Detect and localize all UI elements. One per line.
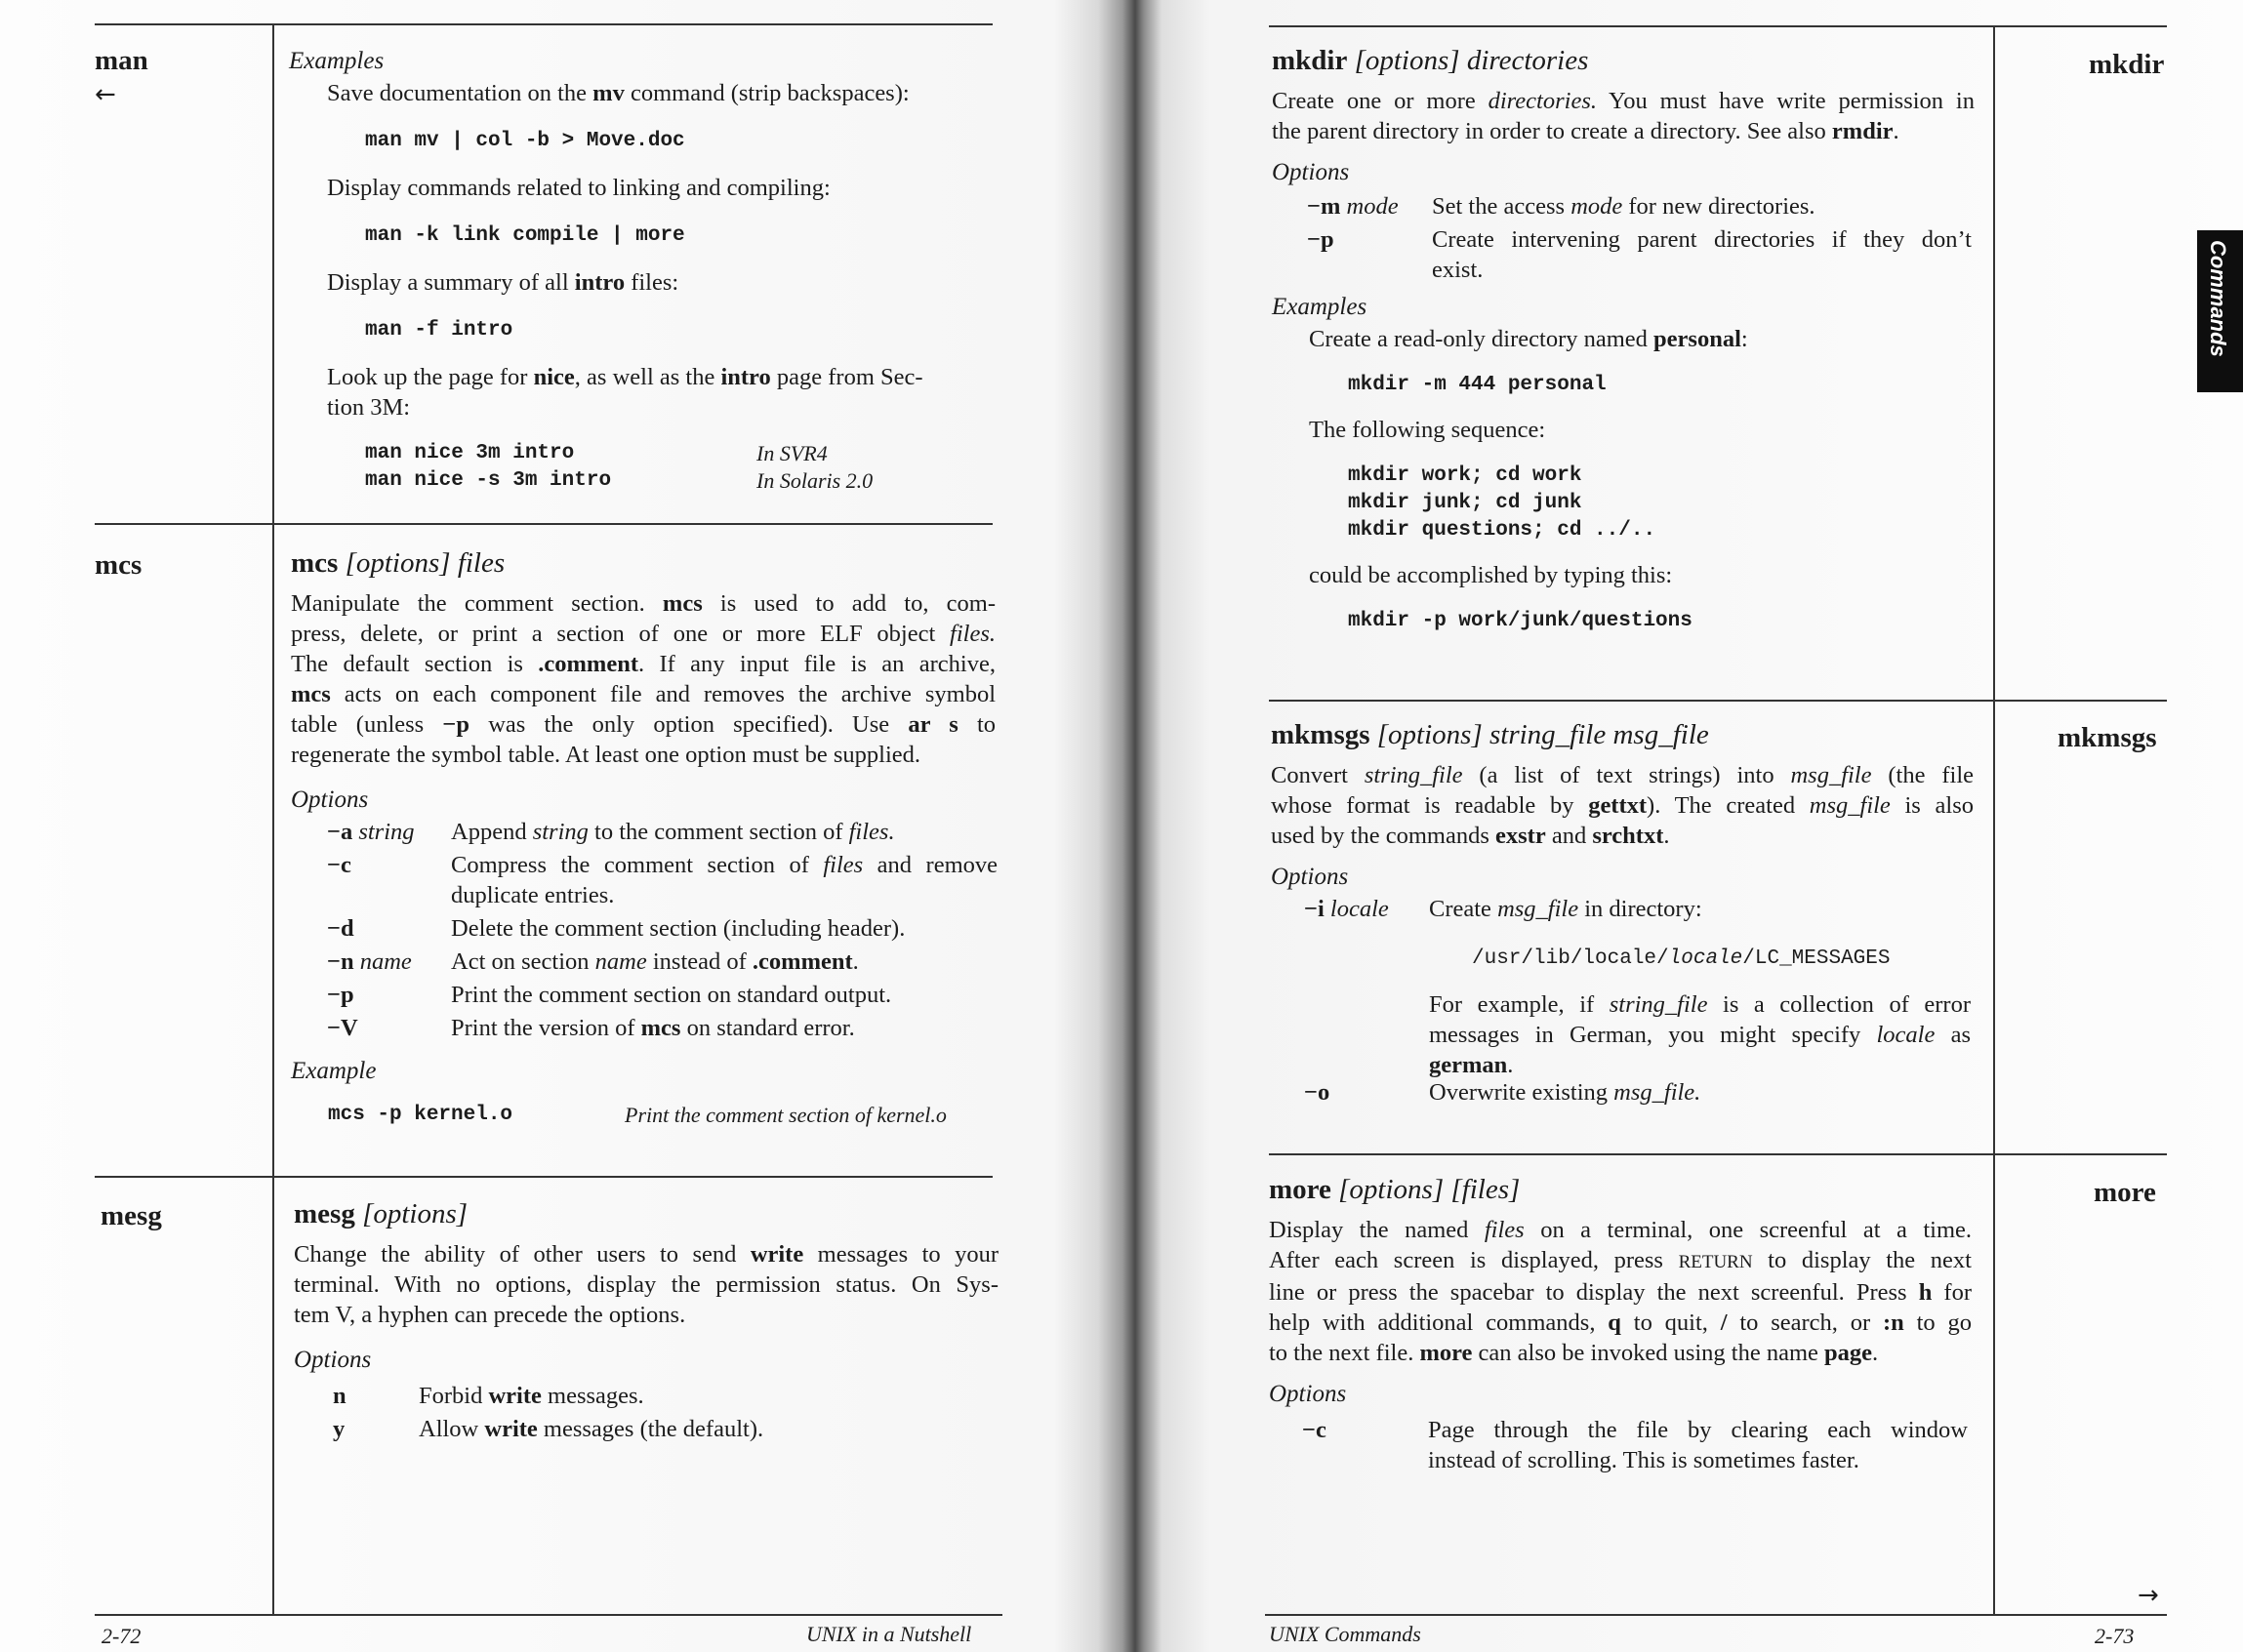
mkmsgs-options-heading: Options — [1271, 864, 1349, 890]
mcs-description: Manipulate the comment section. mcs is used to add to, com- press, delete, or print a section of one or more ELF object files. The default section is .comment. If any input file is an archive, mcs acts on each component file and removes the archive symbol table (unless −p was the only option specified). Use ar s to regenerate the symbol table. At least one option must be supplied. — [291, 590, 996, 768]
mkdir-examples-heading: Examples — [1272, 294, 1367, 320]
right-running-title: UNIX Commands — [1269, 1622, 1421, 1646]
mesg-option-y: y — [333, 1416, 346, 1442]
man-section — [289, 45, 997, 499]
more-label: more — [2094, 1177, 2156, 1208]
mkdir-section — [1272, 43, 1975, 635]
rule-bottom-right — [1265, 1614, 2167, 1616]
mcs-example-note: Print the comment section of kernel.o — [625, 1103, 947, 1127]
mcs-example-code: mcs -p kernel.o — [328, 1104, 513, 1126]
mesg-synopsis: mesg [options] — [294, 1198, 469, 1229]
thumb-tab — [2197, 230, 2243, 392]
left-running-title: UNIX in a Nutshell — [806, 1622, 972, 1646]
mkmsgs-option-o: −o — [1304, 1079, 1330, 1106]
mkdir-description: Create one or more directories. You must have write permission in the parent directory in order to create a directory. See also rmdir. — [1272, 88, 1975, 144]
mesg-options-heading: Options — [294, 1347, 372, 1373]
rule-mkdir-mkmsgs — [1269, 700, 2167, 702]
man-example-4-text: Look up the page for nice, as well as the intro page from Sec- tion 3M: — [327, 364, 923, 421]
more-options-heading: Options — [1269, 1381, 1347, 1407]
mkdir-options-heading: Options — [1272, 159, 1350, 185]
continue-arrow-icon: → — [2138, 1581, 2159, 1610]
mcs-option-d: −d — [327, 915, 354, 942]
more-section — [1269, 1172, 1972, 1479]
mkdir-option-p: −p — [1307, 226, 1334, 253]
man-example-2-code: man -k link compile | more — [365, 224, 685, 247]
mcs-options-heading: Options — [291, 786, 369, 813]
mkmsgs-option-i: −i locale — [1304, 896, 1389, 922]
mkdir-option-p-desc: Create intervening parent directories if they don’t exist. — [1432, 226, 1972, 283]
mkdir-label: mkdir — [2089, 49, 2165, 80]
mesg-option-n-desc: Forbid write messages. — [419, 1383, 644, 1409]
column-divider-left — [272, 23, 274, 1616]
more-description: Display the named files on a terminal, one screenful at a time. After each screen is displayed, press RETURN to display the next line or press the spacebar to display the next screenful. Press h for help with additional commands, q to quit, / to search, or :n to go to the next file. more can also be invoked using the name page. — [1269, 1217, 1973, 1366]
left-page-number: 2-72 — [102, 1624, 142, 1648]
mesg-label: mesg — [101, 1200, 162, 1231]
rule-mkmsgs-more — [1269, 1153, 2167, 1155]
mesg-description: Change the ability of other users to send write messages to your terminal. With no options, display the permission status. On Sys- tem V, a hyphen can precede the options. — [294, 1241, 999, 1328]
man-example-3-code: man -f intro — [365, 319, 513, 342]
mkdir-example-1-text: Create a read-only directory named personal: — [1309, 326, 1748, 352]
man-example-4-code-2: man nice -s 3m intro — [365, 469, 612, 492]
man-example-4-note-2: In Solaris 2.0 — [756, 468, 874, 493]
mkmsgs-description: Convert string_file (a list of text strings) into msg_file (the file whose format is readable by gettxt). The created msg_file is also used by the commands exstr and srchtxt. — [1271, 762, 1975, 849]
man-example-2-text: Display commands related to linking and compiling: — [327, 175, 831, 201]
mkdir-synopsis: mkdir [options] directories — [1272, 45, 1589, 76]
mcs-label: mcs — [95, 549, 143, 581]
mcs-option-v: −V — [327, 1015, 358, 1041]
mcs-synopsis: mcs [options] files — [291, 547, 506, 579]
man-example-4-code-1: man nice 3m intro — [365, 442, 575, 464]
mkmsgs-section — [1271, 717, 1974, 1108]
mkdir-option-m: −m mode — [1307, 193, 1399, 220]
man-label: man — [95, 45, 148, 76]
mesg-section — [294, 1196, 999, 1455]
mesg-option-y-desc: Allow write messages (the default). — [419, 1416, 764, 1442]
more-option-c-desc: Page through the file by clearing each window instead of scrolling. This is sometimes faster. — [1428, 1417, 1968, 1473]
mkmsgs-synopsis: mkmsgs [options] string_file msg_file — [1271, 719, 1709, 750]
mcs-option-n: −n name — [327, 948, 412, 975]
mcs-option-c: −c — [327, 852, 351, 878]
rule-mcs-mesg — [95, 1176, 993, 1178]
mcs-options: −a string Append string to the comment section of files. −c Compress the comment section of files and remove duplicate entries. −d Delete the comment section (including header). −n name Act on section name instead of .comment. −p Print the comment section on standard output. −V Print the version of mcs on standard error. — [327, 819, 998, 1041]
mcs-option-p: −p — [327, 982, 354, 1008]
more-option-c: −c — [1302, 1417, 1326, 1443]
mkdir-example-1-code: mkdir -m 444 personal — [1348, 374, 1607, 396]
examples-heading: Examples — [289, 48, 385, 74]
mcs-example-heading: Example — [291, 1058, 377, 1084]
man-example-3-text: Display a summary of all intro files: — [327, 269, 679, 296]
mkmsgs-label: mkmsgs — [2058, 722, 2157, 753]
mkmsgs-option-i-desc: Create msg_file in directory: /usr/lib/locale/locale/LC_MESSAGES For example, if string_file is a collection of error messages in German, you might specify locale as german. — [1429, 896, 1971, 1078]
mcs-option-a: −a string — [327, 819, 415, 845]
man-example-1-text: Save documentation on the mv command (strip backspaces): — [327, 80, 910, 106]
more-synopsis: more [options] [files] — [1269, 1174, 1521, 1205]
mkdir-example-2-code: mkdir work; cd work mkdir junk; cd junk mkdir questions; cd ../.. — [1348, 464, 1656, 542]
man-example-4-note-1: In SVR4 — [756, 441, 828, 465]
mkdir-example-2-text: The following sequence: — [1309, 417, 1546, 443]
rule-top-right — [1269, 25, 2167, 27]
mkdir-example-3-code: mkdir -p work/junk/questions — [1348, 610, 1692, 632]
rule-man-mcs — [95, 523, 993, 525]
mkmsgs-option-o-desc: Overwrite existing msg_file. — [1429, 1079, 1701, 1106]
thumb-tab-label: Commands — [2206, 240, 2230, 357]
mesg-option-n: n — [333, 1383, 347, 1409]
mkmsgs-locale-path: /usr/lib/locale/locale/LC_MESSAGES — [1472, 947, 1891, 970]
man-example-1-code: man mv | col -b > Move.doc — [365, 130, 685, 152]
column-divider-right — [1993, 25, 1995, 1616]
mkdir-example-3-text: could be accomplished by typing this: — [1309, 562, 1673, 588]
rule-top-left — [95, 23, 993, 25]
continued-arrow-icon: ← — [95, 80, 116, 109]
mkdir-option-m-desc: Set the access mode for new directories. — [1432, 193, 1815, 220]
rule-bottom-left — [95, 1614, 1002, 1616]
right-page-number: 2-73 — [2095, 1624, 2135, 1648]
mcs-section — [291, 545, 996, 1141]
